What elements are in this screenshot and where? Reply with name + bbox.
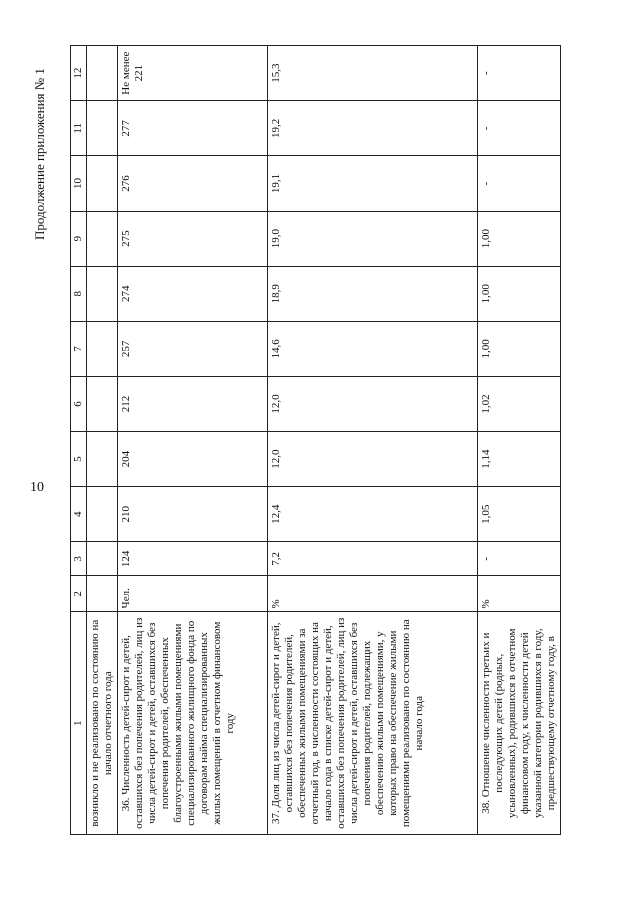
value-cell — [87, 487, 118, 542]
value-cell: 274 — [118, 266, 268, 321]
value-cell: 1,05 — [478, 487, 561, 542]
column-header: 9 — [71, 211, 87, 266]
header-row — [71, 46, 87, 835]
value-cell: - — [478, 101, 561, 156]
unit-cell: % — [478, 576, 561, 612]
value-cell: 1,14 — [478, 432, 561, 487]
table-row — [87, 46, 118, 835]
value-cell: 257 — [118, 321, 268, 376]
table-row — [268, 46, 478, 835]
value-cell: - — [478, 156, 561, 211]
value-cell: 210 — [118, 487, 268, 542]
unit-cell: % — [268, 576, 478, 612]
value-cell: 15,3 — [268, 46, 478, 101]
value-cell: 277 — [118, 101, 268, 156]
column-header: 12 — [71, 46, 87, 101]
value-cell: 124 — [118, 542, 268, 576]
table-row — [478, 46, 561, 835]
value-cell — [87, 266, 118, 321]
value-cell: 204 — [118, 432, 268, 487]
value-cell: 275 — [118, 211, 268, 266]
column-header: 1 — [71, 612, 87, 835]
value-cell — [87, 156, 118, 211]
column-header: 10 — [71, 156, 87, 211]
unit-cell — [87, 576, 118, 612]
value-cell — [87, 321, 118, 376]
continuation-note-text: Продолжение приложения № 1 — [32, 68, 47, 240]
continuation-note — [32, 40, 56, 240]
indicator-table — [70, 45, 561, 835]
value-cell: 1,00 — [478, 266, 561, 321]
value-cell: 19,1 — [268, 156, 478, 211]
value-cell: 12,0 — [268, 432, 478, 487]
column-header: 7 — [71, 321, 87, 376]
value-cell — [87, 101, 118, 156]
value-cell: 7,2 — [268, 542, 478, 576]
value-cell: - — [478, 542, 561, 576]
value-cell: 12,4 — [268, 487, 478, 542]
column-header: 5 — [71, 432, 87, 487]
value-cell: 18,9 — [268, 266, 478, 321]
value-cell — [87, 432, 118, 487]
value-cell: - — [478, 46, 561, 101]
value-cell: 14,6 — [268, 321, 478, 376]
value-cell: 19,2 — [268, 101, 478, 156]
column-header: 2 — [71, 576, 87, 612]
value-cell — [87, 211, 118, 266]
value-cell: 19,0 — [268, 211, 478, 266]
table-body — [87, 46, 561, 835]
column-header: 3 — [71, 542, 87, 576]
column-header: 6 — [71, 376, 87, 431]
indicator-description: возникло и не реализовано по состоянию на начало отчетного года — [87, 612, 118, 835]
value-cell: 1,02 — [478, 376, 561, 431]
value-cell: 12,0 — [268, 376, 478, 431]
indicator-description: 37. Доля лиц из числа детей-сирот и детей, оставшихся без попечения родителей, обеспеченных жилыми помещениями за отчетный год, в численности состоящих на начало года в списке детей-сирот и детей, оставшихся без попечения родителей, лиц из числа детей-сирот и детей, оставшихся без попечения родителей, подлежащих обеспечению жилыми помещениями, у которых право на обеспечение жилыми помещениями реализовано по состоянию на начало года — [268, 612, 478, 835]
indicator-description: 36. Численность детей-сирот и детей, оставшихся без попечения родителей, лиц из числа детей-сирот и детей, оставшихся без попечения родителей, обеспеченных благоустроенными жилыми помещениями специализированного жилищного фонда по договорам найма специализированных жилых помещений в отчетном финансовом году — [118, 612, 268, 835]
column-header: 11 — [71, 101, 87, 156]
rotated-table-container — [70, 45, 557, 835]
unit-cell: Чел. — [118, 576, 268, 612]
value-cell: 1,00 — [478, 321, 561, 376]
column-header: 8 — [71, 266, 87, 321]
table-row — [118, 46, 268, 835]
value-cell: 1,00 — [478, 211, 561, 266]
value-cell: 212 — [118, 376, 268, 431]
value-cell: 276 — [118, 156, 268, 211]
value-cell — [87, 46, 118, 101]
page-number: 10 — [30, 480, 44, 495]
indicator-description: 38. Отношение численности третьих и последующих детей (родных, усыновленных), родившихся в отчетном финансовом году, к численности детей указанной категории родившихся в году, предшествующему отчетному году, в — [478, 612, 561, 835]
value-cell — [87, 542, 118, 576]
column-header: 4 — [71, 487, 87, 542]
value-cell — [87, 376, 118, 431]
value-cell: Не менее 221 — [118, 46, 268, 101]
